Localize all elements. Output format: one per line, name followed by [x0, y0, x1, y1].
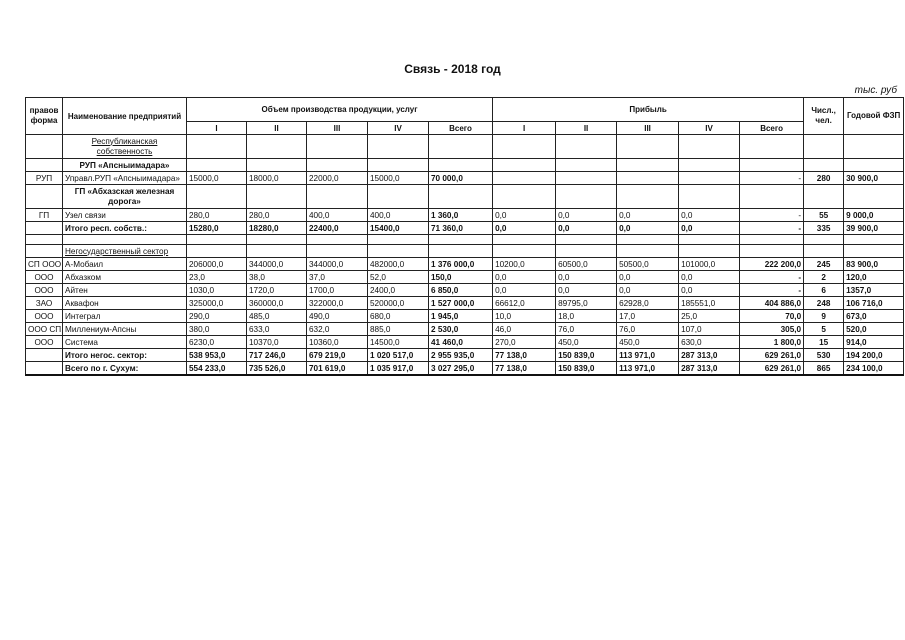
cell-value: 6 850,0 [429, 284, 493, 297]
cell-value: 2 955 935,0 [429, 349, 493, 362]
cell-value: 245 [804, 258, 844, 271]
cell-value: 538 953,0 [187, 349, 247, 362]
cell-name: Система [63, 336, 187, 349]
cell-value: - [740, 209, 804, 222]
cell-value: 0,0 [556, 284, 617, 297]
cell-value: 234 100,0 [844, 362, 904, 376]
cell-value: 400,0 [368, 209, 429, 222]
cell-value: 680,0 [368, 310, 429, 323]
cell-value: 101000,0 [679, 258, 740, 271]
cell-form: ООО СП [26, 323, 63, 336]
cell-name: Итого респ. собств.: [63, 222, 187, 235]
header-staff: Числ., чел. [804, 98, 844, 135]
header-profit-q2: II [556, 122, 617, 135]
section-rup: РУП «Апсныимадара» [63, 159, 187, 172]
table-row [26, 310, 904, 323]
header-form: правов форма [26, 98, 63, 135]
cell-value: 865 [804, 362, 844, 376]
cell-value: 150 839,0 [556, 349, 617, 362]
cell-value [493, 172, 556, 185]
cell-form: ООО [26, 284, 63, 297]
cell-value: 15 [804, 336, 844, 349]
cell-value: 6230,0 [187, 336, 247, 349]
section-private: Негосударственный сектор [65, 246, 169, 256]
cell-value: 360000,0 [247, 297, 307, 310]
header-q2: II [247, 122, 307, 135]
cell-value: 106 716,0 [844, 297, 904, 310]
cell-value: - [740, 222, 804, 235]
cell-value: 55 [804, 209, 844, 222]
cell-form: СП ООО [26, 258, 63, 271]
cell-form: ООО [26, 271, 63, 284]
table-row-total [26, 349, 904, 362]
cell-value: 206000,0 [187, 258, 247, 271]
cell-value: 520,0 [844, 323, 904, 336]
cell-value: 38,0 [247, 271, 307, 284]
cell-value: 70,0 [740, 310, 804, 323]
cell-value: 185551,0 [679, 297, 740, 310]
cell-value: 30 900,0 [844, 172, 904, 185]
cell-value: - [740, 172, 804, 185]
table-row [26, 172, 904, 185]
header-q4: IV [368, 122, 429, 135]
cell-value: 107,0 [679, 323, 740, 336]
cell-name: Всего по г. Сухум: [63, 362, 187, 376]
cell-form [26, 349, 63, 362]
cell-value: 77 138,0 [493, 349, 556, 362]
cell-value: 270,0 [493, 336, 556, 349]
cell-name: Управл.РУП «Апсныимадара» [63, 172, 187, 185]
header-total: Всего [429, 122, 493, 135]
cell-value: 280,0 [247, 209, 307, 222]
cell-value: 15280,0 [187, 222, 247, 235]
header-profit: Прибыль [493, 98, 804, 122]
cell-value: 629 261,0 [740, 349, 804, 362]
cell-value: 83 900,0 [844, 258, 904, 271]
header-profit-q4: IV [679, 122, 740, 135]
cell-value: 39 900,0 [844, 222, 904, 235]
cell-value: 280 [804, 172, 844, 185]
header-q3: III [307, 122, 368, 135]
header-name: Наименование предприятий [63, 98, 187, 135]
table-row [26, 284, 904, 297]
cell-value: 50500,0 [617, 258, 679, 271]
cell-value: 18,0 [556, 310, 617, 323]
cell-value: 3 027 295,0 [429, 362, 493, 376]
unit-label: тыс. руб [854, 85, 897, 96]
cell-value: 1 020 517,0 [368, 349, 429, 362]
cell-value: 76,0 [556, 323, 617, 336]
cell-value: 1 945,0 [429, 310, 493, 323]
cell-value: 1 360,0 [429, 209, 493, 222]
cell-value: 222 200,0 [740, 258, 804, 271]
cell-value: 520000,0 [368, 297, 429, 310]
table-row [26, 271, 904, 284]
header-q1: I [187, 122, 247, 135]
cell-value: 717 246,0 [247, 349, 307, 362]
cell-value: - [740, 284, 804, 297]
cell-value: 325000,0 [187, 297, 247, 310]
cell-value: 1720,0 [247, 284, 307, 297]
cell-value: 77 138,0 [493, 362, 556, 376]
cell-value: 1357,0 [844, 284, 904, 297]
cell-value: 60500,0 [556, 258, 617, 271]
cell-value: 62928,0 [617, 297, 679, 310]
cell-value: 1700,0 [307, 284, 368, 297]
cell-value: 673,0 [844, 310, 904, 323]
cell-form [26, 362, 63, 376]
cell-value: 9 000,0 [844, 209, 904, 222]
cell-value: 0,0 [617, 222, 679, 235]
table-row [26, 258, 904, 271]
cell-name: Итого негос. сектор: [63, 349, 187, 362]
cell-value: 554 233,0 [187, 362, 247, 376]
cell-value: 71 360,0 [429, 222, 493, 235]
table-row-total [26, 362, 904, 376]
cell-value: 25,0 [679, 310, 740, 323]
cell-value: 344000,0 [307, 258, 368, 271]
cell-value: 630,0 [679, 336, 740, 349]
cell-value: 335 [804, 222, 844, 235]
cell-value [617, 172, 679, 185]
cell-value: 0,0 [493, 209, 556, 222]
cell-value: 490,0 [307, 310, 368, 323]
cell-value: 914,0 [844, 336, 904, 349]
cell-value [556, 172, 617, 185]
table-row [26, 323, 904, 336]
cell-value: 15400,0 [368, 222, 429, 235]
cell-value: 150 839,0 [556, 362, 617, 376]
cell-name: Интеграл [63, 310, 187, 323]
cell-value: 89795,0 [556, 297, 617, 310]
cell-value: 15000,0 [368, 172, 429, 185]
cell-value: 18000,0 [247, 172, 307, 185]
cell-name: А-Мобаил [63, 258, 187, 271]
cell-value: 5 [804, 323, 844, 336]
table-row [26, 209, 904, 222]
cell-value: 41 460,0 [429, 336, 493, 349]
cell-value: 37,0 [307, 271, 368, 284]
cell-name: Айтен [63, 284, 187, 297]
cell-name: Миллениум-Апсны [63, 323, 187, 336]
cell-value: 0,0 [617, 209, 679, 222]
cell-value: 1 376 000,0 [429, 258, 493, 271]
cell-value: 0,0 [679, 222, 740, 235]
cell-value: 113 971,0 [617, 362, 679, 376]
cell-value: 0,0 [617, 284, 679, 297]
cell-value: 9 [804, 310, 844, 323]
cell-value: 120,0 [844, 271, 904, 284]
cell-value: 18280,0 [247, 222, 307, 235]
cell-value: 485,0 [247, 310, 307, 323]
cell-value: 150,0 [429, 271, 493, 284]
header-profit-q3: III [617, 122, 679, 135]
cell-value: - [740, 271, 804, 284]
cell-value: 287 313,0 [679, 349, 740, 362]
cell-value: 1 800,0 [740, 336, 804, 349]
cell-value: 482000,0 [368, 258, 429, 271]
cell-value: 22000,0 [307, 172, 368, 185]
cell-value: 629 261,0 [740, 362, 804, 376]
cell-value: 46,0 [493, 323, 556, 336]
cell-value: 280,0 [187, 209, 247, 222]
section-republican: Республиканская собственность [91, 136, 158, 156]
cell-value: 0,0 [679, 284, 740, 297]
table-row [26, 336, 904, 349]
cell-value: 22400,0 [307, 222, 368, 235]
statistics-table [25, 97, 904, 376]
table-row [26, 297, 904, 310]
cell-value: 17,0 [617, 310, 679, 323]
cell-name: Аквафон [63, 297, 187, 310]
cell-value: 14500,0 [368, 336, 429, 349]
cell-form: ООО [26, 336, 63, 349]
cell-value: 450,0 [556, 336, 617, 349]
cell-value: 0,0 [556, 222, 617, 235]
cell-value: 0,0 [493, 284, 556, 297]
header-profit-q1: I [493, 122, 556, 135]
cell-value: 530 [804, 349, 844, 362]
cell-value: 113 971,0 [617, 349, 679, 362]
cell-value: 735 526,0 [247, 362, 307, 376]
page-title: Связь - 2018 год [404, 62, 501, 76]
cell-form: РУП [26, 172, 63, 185]
cell-form: ГП [26, 209, 63, 222]
cell-value: 10,0 [493, 310, 556, 323]
cell-name: Абхазком [63, 271, 187, 284]
cell-value: 701 619,0 [307, 362, 368, 376]
cell-value: 10200,0 [493, 258, 556, 271]
cell-value: 404 886,0 [740, 297, 804, 310]
cell-value: 287 313,0 [679, 362, 740, 376]
cell-value: 2 [804, 271, 844, 284]
cell-value: 1030,0 [187, 284, 247, 297]
header-fzp: Годовой ФЗП [844, 98, 904, 135]
cell-value: 52,0 [368, 271, 429, 284]
cell-value [679, 172, 740, 185]
cell-form: ООО [26, 310, 63, 323]
table-row-total [26, 222, 904, 235]
cell-value: 0,0 [493, 271, 556, 284]
cell-value: 885,0 [368, 323, 429, 336]
cell-value: 10360,0 [307, 336, 368, 349]
cell-value: 290,0 [187, 310, 247, 323]
cell-value: 633,0 [247, 323, 307, 336]
cell-value: 10370,0 [247, 336, 307, 349]
cell-value: 679 219,0 [307, 349, 368, 362]
cell-value: 6 [804, 284, 844, 297]
cell-value: 400,0 [307, 209, 368, 222]
cell-value: 76,0 [617, 323, 679, 336]
cell-value: 0,0 [679, 209, 740, 222]
cell-value: 1 527 000,0 [429, 297, 493, 310]
cell-value: 450,0 [617, 336, 679, 349]
cell-value: 70 000,0 [429, 172, 493, 185]
cell-name: Узел связи [63, 209, 187, 222]
cell-value: 194 200,0 [844, 349, 904, 362]
cell-value: 248 [804, 297, 844, 310]
cell-value: 2 530,0 [429, 323, 493, 336]
cell-value: 305,0 [740, 323, 804, 336]
cell-value: 66612,0 [493, 297, 556, 310]
cell-value: 15000,0 [187, 172, 247, 185]
cell-value: 344000,0 [247, 258, 307, 271]
header-volume: Объем производства продукции, услуг [187, 98, 493, 122]
cell-value: 1 035 917,0 [368, 362, 429, 376]
cell-value: 0,0 [617, 271, 679, 284]
cell-value: 632,0 [307, 323, 368, 336]
header-profit-total: Всего [740, 122, 804, 135]
cell-value: 0,0 [679, 271, 740, 284]
cell-value: 2400,0 [368, 284, 429, 297]
cell-value: 380,0 [187, 323, 247, 336]
cell-value: 23,0 [187, 271, 247, 284]
cell-form [26, 222, 63, 235]
cell-value: 322000,0 [307, 297, 368, 310]
cell-value: 0,0 [556, 271, 617, 284]
cell-form: ЗАО [26, 297, 63, 310]
section-gp: ГП «Абхазская железная дорога» [63, 185, 187, 209]
cell-value: 0,0 [556, 209, 617, 222]
cell-value: 0,0 [493, 222, 556, 235]
